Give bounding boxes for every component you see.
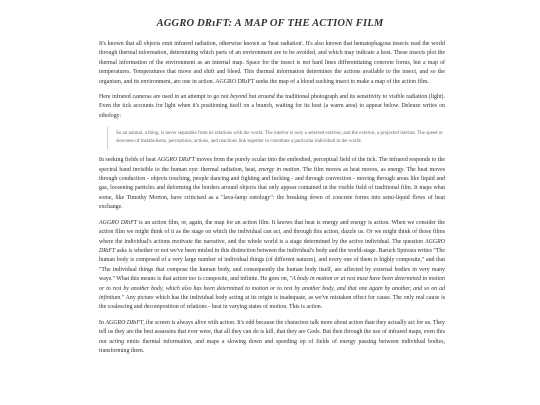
- paragraph-action: [99, 219, 445, 313]
- paragraph-infrared: [99, 93, 445, 121]
- paragraph-intro: It's known that all objects emit infrared radiation, otherwise known as 'heat radiation'. It's also known that hematophagous insects read the world through thermal information, determining which parts of an environment are to be avoided, and which may indicate a host. These insects plot the thermal information of the environment as an internal map. Space for the insect is not hard lines differentiating concrete forms, but a map of temperatures. Temperatures that move and shift and bleed. This thermal information determines the actions available to the insect, and so the organism, and its environment, are one in action. AGGRO DRɪFT seeks the map of a blood sucking insect to make a map of the action film.: [99, 41, 445, 85]
- film-title: AGGRO DRɪFT: [99, 219, 138, 226]
- emphasis-not-acting: not acting: [99, 338, 125, 345]
- text-run: emits thermal information, and maps a slowing down and speeding up of fields of energy passing between individual bodies, transforming them.: [99, 338, 445, 354]
- article-body: [99, 40, 445, 362]
- text-run: asks is whether or not we've been misled in this distinction between the individual's body and the world-stage. Baruch Spinoza writes "The human body is composed of a very large number of individual things (of different natures), and every one of them is highly composite," and that "The individual things that compose the human body, and consequently the human body itself, are affected by external bodies in very many ways." What this means is that action too is composite, and infinite. He goes on, ": [99, 247, 445, 283]
- film-title: AGGRO DRɪFT: [105, 319, 144, 326]
- page-title: AGGRO DRɪFT: A MAP OF THE ACTION FILM: [156, 18, 384, 29]
- text-run: ." Any picture which has the individual body acting at its origin is inadequate, as we've mistaken effect for cause. The only real cause is the coalescing and decomposition of relations - heat in varying states of motion. This is action.: [99, 294, 445, 311]
- text-run: , the screen is always alive with action. It's odd because the characters talk more about action than they actually act for us. They tell us they are the best assassins that ever were, that all they can do is kill, that they are Gods. But then through the use of infrared maps, even this: [99, 319, 445, 336]
- text-run: moves from the purely ocular into the embodied, perceptual field of the tick. The infrared responds to the spectral band invisible to the human eye: thermal radiation, heat,: [99, 157, 446, 173]
- emphasis-energy: energy in motion: [258, 166, 300, 173]
- text-run: In seeking fields of heat: [99, 157, 158, 164]
- emphasis-beyond: beyond: [230, 94, 248, 101]
- emphasis-around: around: [257, 94, 275, 101]
- spinoza-quote: A body in motion or at rest must have been determined to motion or to rest by another body, which also has been determined to motion or to rest by another body, and that one again by another, and so on ad infinitum: [99, 276, 445, 301]
- paragraph-heat: [99, 156, 445, 212]
- text-run: In: [99, 319, 106, 326]
- paragraph-screen: [99, 319, 445, 357]
- deleuze-quote: So an animal, a thing, is never separable from its relations with the world. The interior is only a selected exterior, and the exterior, a projected interior. The speed or slowness of metabolisms, perceptions, actions, and reactions link together to constitute a particular individual in the world.: [107, 127, 445, 149]
- film-title: AGGRO DRɪFT: [157, 157, 195, 164]
- text-run: is an action film, or, again, the map for an action film. It knows that heat is energy and energy is action. When we consider the action film we might think of it as the stage on which the individual can act, and through this action, dazzle us. Or we might think of those films where the individual's actions motivate the narrative, and the whole world is a stage determined by the active individual. The question: [99, 219, 445, 245]
- film-title: AGGRO DRɪFT: [99, 238, 445, 254]
- text-run: Here infrared cameras are used in an attempt to go not: [99, 94, 231, 101]
- text-run: . The film moves as heat moves, as energy. The heat moves through conduction - objects touching, people dancing and fighting and fucking - and through convection - moving through areas like liquid and gas, loosening particles and deforming the borders around objects that only appear contained in the visible field of traditional film. It maps what some, like Timothy Morton, have criticised as a "lava-lamp ontology": the breaking down of concrete forms into semi-liquid flows of heat exchange.: [99, 166, 445, 211]
- text-run: but: [247, 94, 258, 101]
- text-run: the traditional photograph and its sensitivity to visible radiation (light). Even the tick accounts for light when it's positioning itself on a branch, waiting for its host (a warm area) to appear below. Deleuze writes on ethology:: [99, 94, 445, 119]
